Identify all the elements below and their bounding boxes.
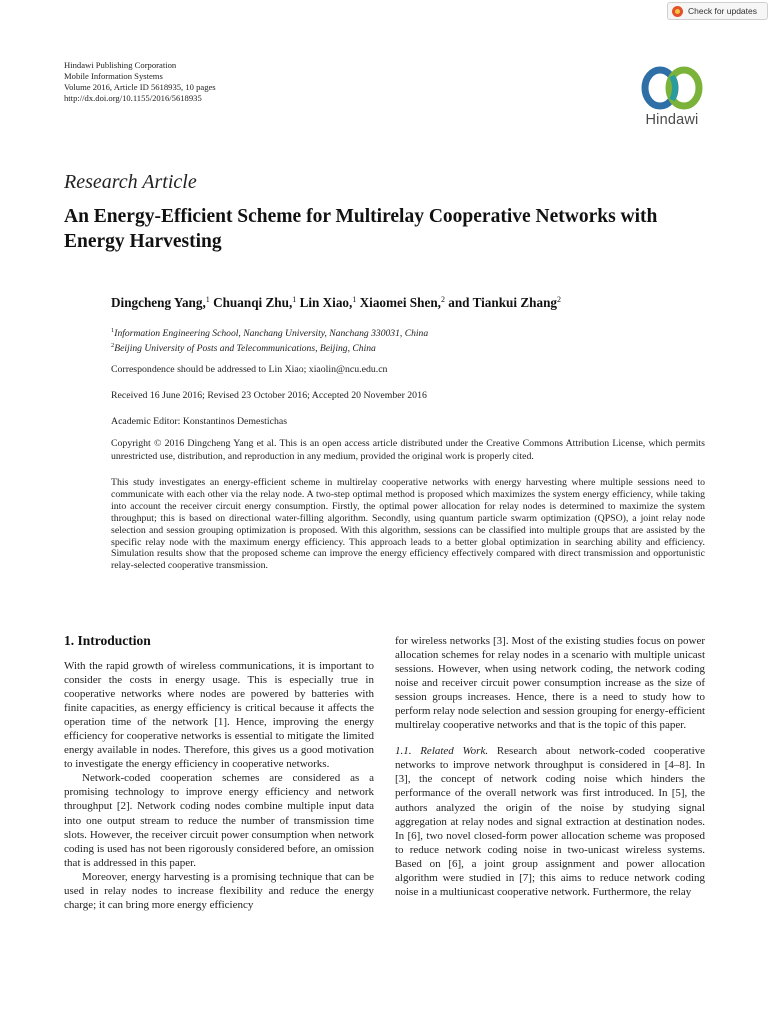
- hindawi-logo-text: Hindawi: [645, 112, 699, 128]
- body-paragraph: With the rapid growth of wireless communications, it is important to consider the costs in energy usage. This is especially true in cooperative networks where nodes are powered by batteries with finite capacities, as energy efficiency is critical because it affects the operation time of the network [1]. Hence, improving the energy efficiency for cooperative networks is essential to mitigate the limited energy available in nodes. Therefore, this gives us a good motivation to investigate the energy efficiency in cooperative networks.: [64, 660, 374, 771]
- correspondence-line: Correspondence should be addressed to Lin Xiao; xiaolin@ncu.edu.cn: [111, 364, 388, 375]
- journal-header: [64, 60, 216, 104]
- copyright-notice: Copyright © 2016 Dingcheng Yang et al. This is an open access article distributed under the Creative Commons Attribution License, which permits unrestricted use, distribution, and reproduction in any medium, provided the original work is properly cited.: [111, 438, 705, 462]
- body-paragraph: [395, 744, 705, 899]
- body-column-right: [395, 634, 705, 899]
- author-affil-sup: 1: [352, 295, 357, 304]
- check-for-updates-button[interactable]: [667, 2, 768, 20]
- dates-line: Received 16 June 2016; Revised 23 October 2016; Accepted 20 November 2016: [111, 390, 427, 401]
- body-column-left: [64, 659, 374, 912]
- author-affil-sup: 1: [205, 295, 210, 304]
- crossmark-icon: [672, 6, 683, 17]
- academic-editor-line: Academic Editor: Konstantinos Demestichas: [111, 416, 288, 427]
- body-paragraph: for wireless networks [3]. Most of the existing studies focus on power allocation schemes for relay nodes in a scenario with multiple unicast sessions. However, when using network coding, the network coding noise and receiver circuit power consumption increase as the size of session groups increases. Hence, there is a need to study how to perform relay node selection and session grouping for energy-efficient multirelay cooperative networks and that is the topic of this paper.: [395, 635, 705, 732]
- subsection-heading-related-work: 1.1. Related Work.: [395, 745, 489, 758]
- paper-title: An Energy-Efficient Scheme for Multirelay Cooperative Networks with Energy Harvesting: [64, 206, 658, 252]
- body-paragraph: Moreover, energy harvesting is a promising technique that can be used in relay nodes to increase flexibility and reduce the energy charge; it can bring more energy efficiency: [64, 870, 374, 911]
- hindawi-logo-icon: [633, 60, 711, 116]
- author-name: Xiaomei Shen,: [359, 295, 441, 310]
- author-name: and Tiankui Zhang: [448, 295, 558, 310]
- affiliations: [111, 325, 428, 355]
- check-for-updates-label: Check for updates: [688, 6, 757, 16]
- section-heading-introduction: 1. Introduction: [64, 633, 151, 648]
- affiliation-item: $^1$Information Engineering School, Nanchang University, Nanchang 330031, China: [111, 327, 429, 339]
- author-name: Lin Xiao,: [299, 295, 353, 310]
- related-work-text: Research about network-coded cooperative networks to improve network throughput is considered in [4–8]. In [3], the concept of network coding noise which hinders the performance of the overall network was first introduced. In [5], the authors analyzed the origin of the noise by studying signal aggregation at relay nodes and signal extraction at destination nodes. In [6], two novel closed-form power allocation scheme was proposed to reduce network coding noise in two-unicast wireless systems. Based on [6], a joint group assignment and power allocation algorithm were studied in [7]; this aims to reduce network coding noise in a multiunicast cooperative network. Furthermore, the relay: [395, 745, 706, 898]
- publisher-name: Hindawi Publishing Corporation: [64, 60, 177, 70]
- author-affil-sup: 2: [557, 295, 562, 304]
- abstract: This study investigates an energy-efficient scheme in multirelay cooperative networks with energy harvesting where multiple sessions need to communicate with each other via the relay node. A two-step optimal method is proposed which maximizes the system energy efficiency, while taking into account the receiver circuit energy consumption. Firstly, the optimal power allocation for relay nodes is determined to maximize the system throughput; this is based on directional water-filling algorithm. Secondly, using quantum particle swarm optimization (QPSO), a joint relay node selection and session grouping optimization is proposed. With this algorithm, sessions can be classified into multiple groups that are assisted by the specific relay node with the maximum energy efficiency. This approach leads to a better global optimization in searching ability and efficiency. Simulation results show that the proposed scheme can improve the energy efficiency effectively compared with direct transmission and opportunistic relay-selected cooperative transmission.: [111, 477, 705, 572]
- doi-link[interactable]: http://dx.doi.org/10.1155/2016/5618935: [64, 93, 202, 103]
- author-affil-sup: 2: [440, 295, 445, 304]
- affiliation-item: $^2$Beijing University of Posts and Telecommunications, Beijing, China: [111, 342, 376, 354]
- journal-name: Mobile Information Systems: [64, 71, 163, 81]
- author-list: [111, 295, 561, 311]
- volume-info: Volume 2016, Article ID 5618935, 10 pages: [64, 82, 216, 92]
- author-name: Dingcheng Yang,: [111, 295, 206, 310]
- body-paragraph: Network-coded cooperation schemes are considered as a promising technology to improve energy efficiency and network throughput [2]. Network coding nodes combine multiple input data into one output stream to reduce the number of transmission time slots. However, the receiver circuit power consumption when network coding is used has not been rigorously considered before, an omission that is addressed in this paper.: [64, 772, 374, 869]
- author-affil-sup: 1: [292, 295, 297, 304]
- author-name: Chuanqi Zhu,: [213, 295, 293, 310]
- article-type: Research Article: [64, 171, 197, 193]
